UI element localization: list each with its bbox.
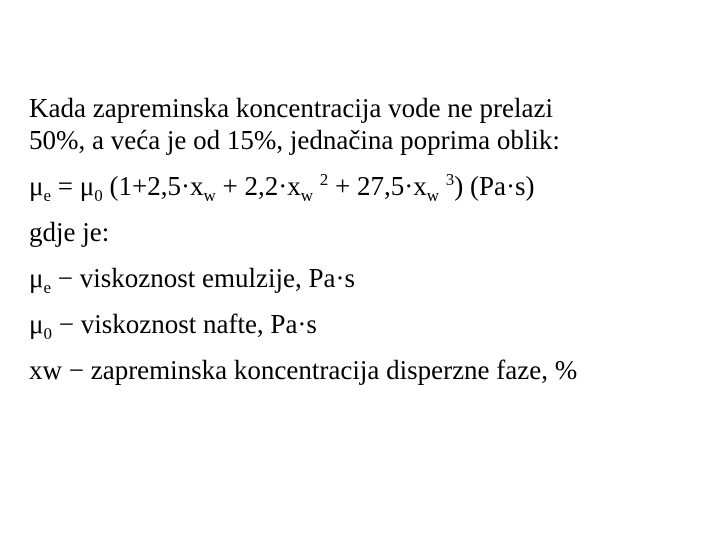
eq-subscript: w	[426, 186, 439, 205]
definition-subscript: 0	[43, 324, 52, 343]
eq-superscript: 2	[319, 170, 329, 189]
definition-xw	[29, 354, 699, 386]
eq-part: (1+2,5·x	[102, 171, 204, 201]
intro-line-2: 50%, a veća je od 15%, jednačina poprima oblik:	[29, 125, 560, 155]
definition-symbol: μ	[29, 263, 44, 293]
intro-line-1: Kada zapreminska koncentracija vode ne prelazi	[29, 93, 553, 123]
eq-superscript: 3	[445, 170, 455, 189]
eq-part: μ	[29, 171, 44, 201]
eq-part: + 27,5·x	[328, 171, 427, 201]
definition-text: − zapreminska koncentracija disperzne faze, %	[62, 355, 578, 385]
where-label: gdje je:	[29, 217, 110, 247]
definition-subscript: e	[43, 278, 52, 297]
definition-symbol: xw	[29, 355, 62, 385]
definition-text: − viskoznost nafte, Pa·s	[51, 309, 317, 339]
definition-mu-0	[29, 308, 699, 343]
eq-subscript: e	[43, 186, 52, 205]
slide-content	[29, 92, 699, 386]
eq-part: = μ	[51, 171, 95, 201]
viscosity-equation	[29, 170, 699, 205]
eq-part	[313, 171, 320, 201]
definition-text: − viskoznost emulzije, Pa·s	[51, 263, 355, 293]
definition-symbol: μ	[29, 309, 44, 339]
eq-subscript: w	[300, 186, 313, 205]
eq-part	[439, 171, 446, 201]
eq-part: + 2,2·x	[215, 171, 301, 201]
eq-part: ) (Pa·s)	[454, 171, 535, 201]
definition-mu-e	[29, 262, 699, 297]
eq-subscript: w	[203, 186, 216, 205]
eq-subscript: 0	[94, 186, 103, 205]
